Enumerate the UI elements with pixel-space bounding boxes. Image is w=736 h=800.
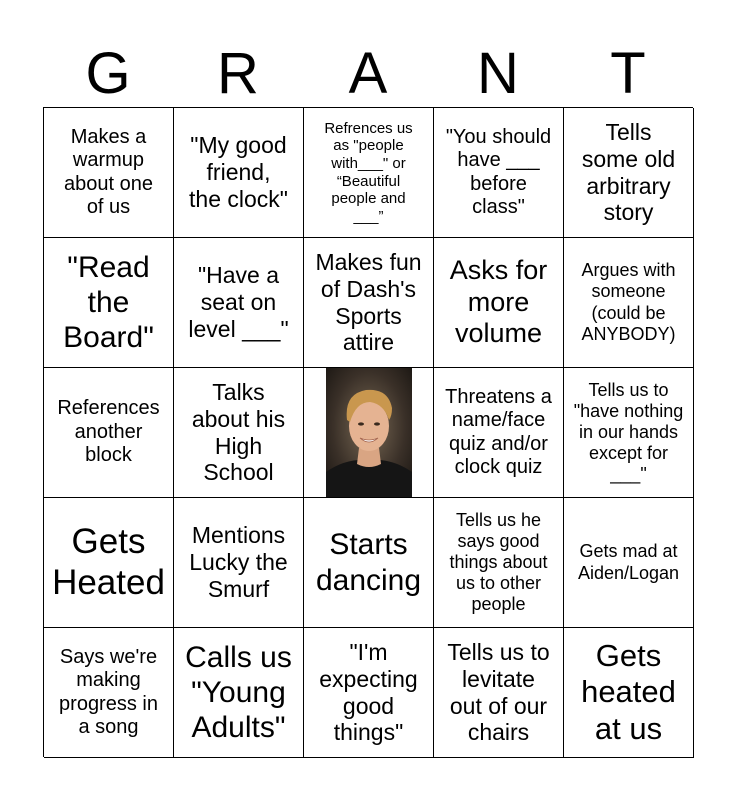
cell-text: "I'm expecting good things" [319, 638, 418, 746]
header-letter-g: G [85, 40, 131, 106]
bingo-cell[interactable] [44, 108, 174, 238]
free-space-cell[interactable] [304, 368, 434, 498]
cell-text: Makes a warmup about one of us [64, 125, 153, 218]
cell-text: Gets mad at Aiden/Logan [577, 541, 680, 583]
bingo-cell[interactable] [434, 238, 564, 368]
bingo-cell[interactable] [564, 368, 694, 498]
cell-text: "Have a seat on level ___" [188, 262, 289, 342]
header-letter-n: N [477, 40, 519, 106]
portrait-photo [326, 368, 412, 498]
bingo-cell[interactable] [564, 628, 694, 758]
bingo-cell[interactable] [304, 498, 434, 628]
cell-text: "You should have ___ before class" [445, 125, 552, 218]
bingo-cell[interactable] [434, 108, 564, 238]
bingo-cell[interactable] [174, 628, 304, 758]
bingo-cell[interactable] [174, 238, 304, 368]
header-letter-a: A [348, 40, 388, 106]
cell-text: Argues with someone (could be ANYBODY) [581, 260, 676, 344]
cell-text: Makes fun of Dash's Sports attire [315, 248, 422, 356]
header-letter-t: T [610, 40, 646, 106]
bingo-cell[interactable] [174, 498, 304, 628]
bingo-cell[interactable] [564, 238, 694, 368]
cell-text: Calls us "Young Adults" [185, 640, 292, 745]
bingo-cell[interactable] [434, 498, 564, 628]
cell-text: "Read the Board" [63, 250, 154, 355]
bingo-cell[interactable] [564, 108, 694, 238]
bingo-cell[interactable] [174, 108, 304, 238]
bingo-cell[interactable] [434, 628, 564, 758]
cell-text: Tells us he says good things about us to other people [449, 509, 548, 615]
cell-text: Says we're making progress in a song [59, 645, 158, 738]
cell-text: Gets heated at us [581, 638, 676, 746]
cell-text: References another block [57, 397, 160, 467]
bingo-cell[interactable] [174, 368, 304, 498]
bingo-cell[interactable] [44, 238, 174, 368]
cell-text: Refrences us as "people with___" or “Beautiful people and ___” [324, 119, 413, 225]
bingo-cell[interactable] [304, 238, 434, 368]
bingo-cell[interactable] [44, 368, 174, 498]
bingo-cell[interactable] [44, 628, 174, 758]
cell-text: Asks for more volume [449, 255, 548, 349]
cell-text: Starts dancing [315, 528, 422, 597]
bingo-cell[interactable] [304, 628, 434, 758]
bingo-cell[interactable] [304, 108, 434, 238]
header-letter-r: R [217, 40, 259, 106]
cell-text: Tells us to levitate out of our chairs [447, 638, 550, 746]
cell-text: Tells some old arbitrary story [581, 118, 676, 226]
bingo-cell[interactable] [434, 368, 564, 498]
cell-text: Tells us to "have nothing in our hands except for ___" [573, 379, 684, 485]
cell-text: "My good friend, the clock" [189, 132, 288, 212]
cell-text: Threatens a name/face quiz and/or clock quiz [445, 385, 552, 478]
bingo-board [43, 107, 693, 757]
cell-text: Mentions Lucky the Smurf [189, 522, 288, 602]
cell-text: Talks about his High School [191, 378, 286, 486]
cell-text: Gets Heated [52, 521, 165, 602]
bingo-header [43, 38, 693, 108]
bingo-cell[interactable] [564, 498, 694, 628]
bingo-cell[interactable] [44, 498, 174, 628]
